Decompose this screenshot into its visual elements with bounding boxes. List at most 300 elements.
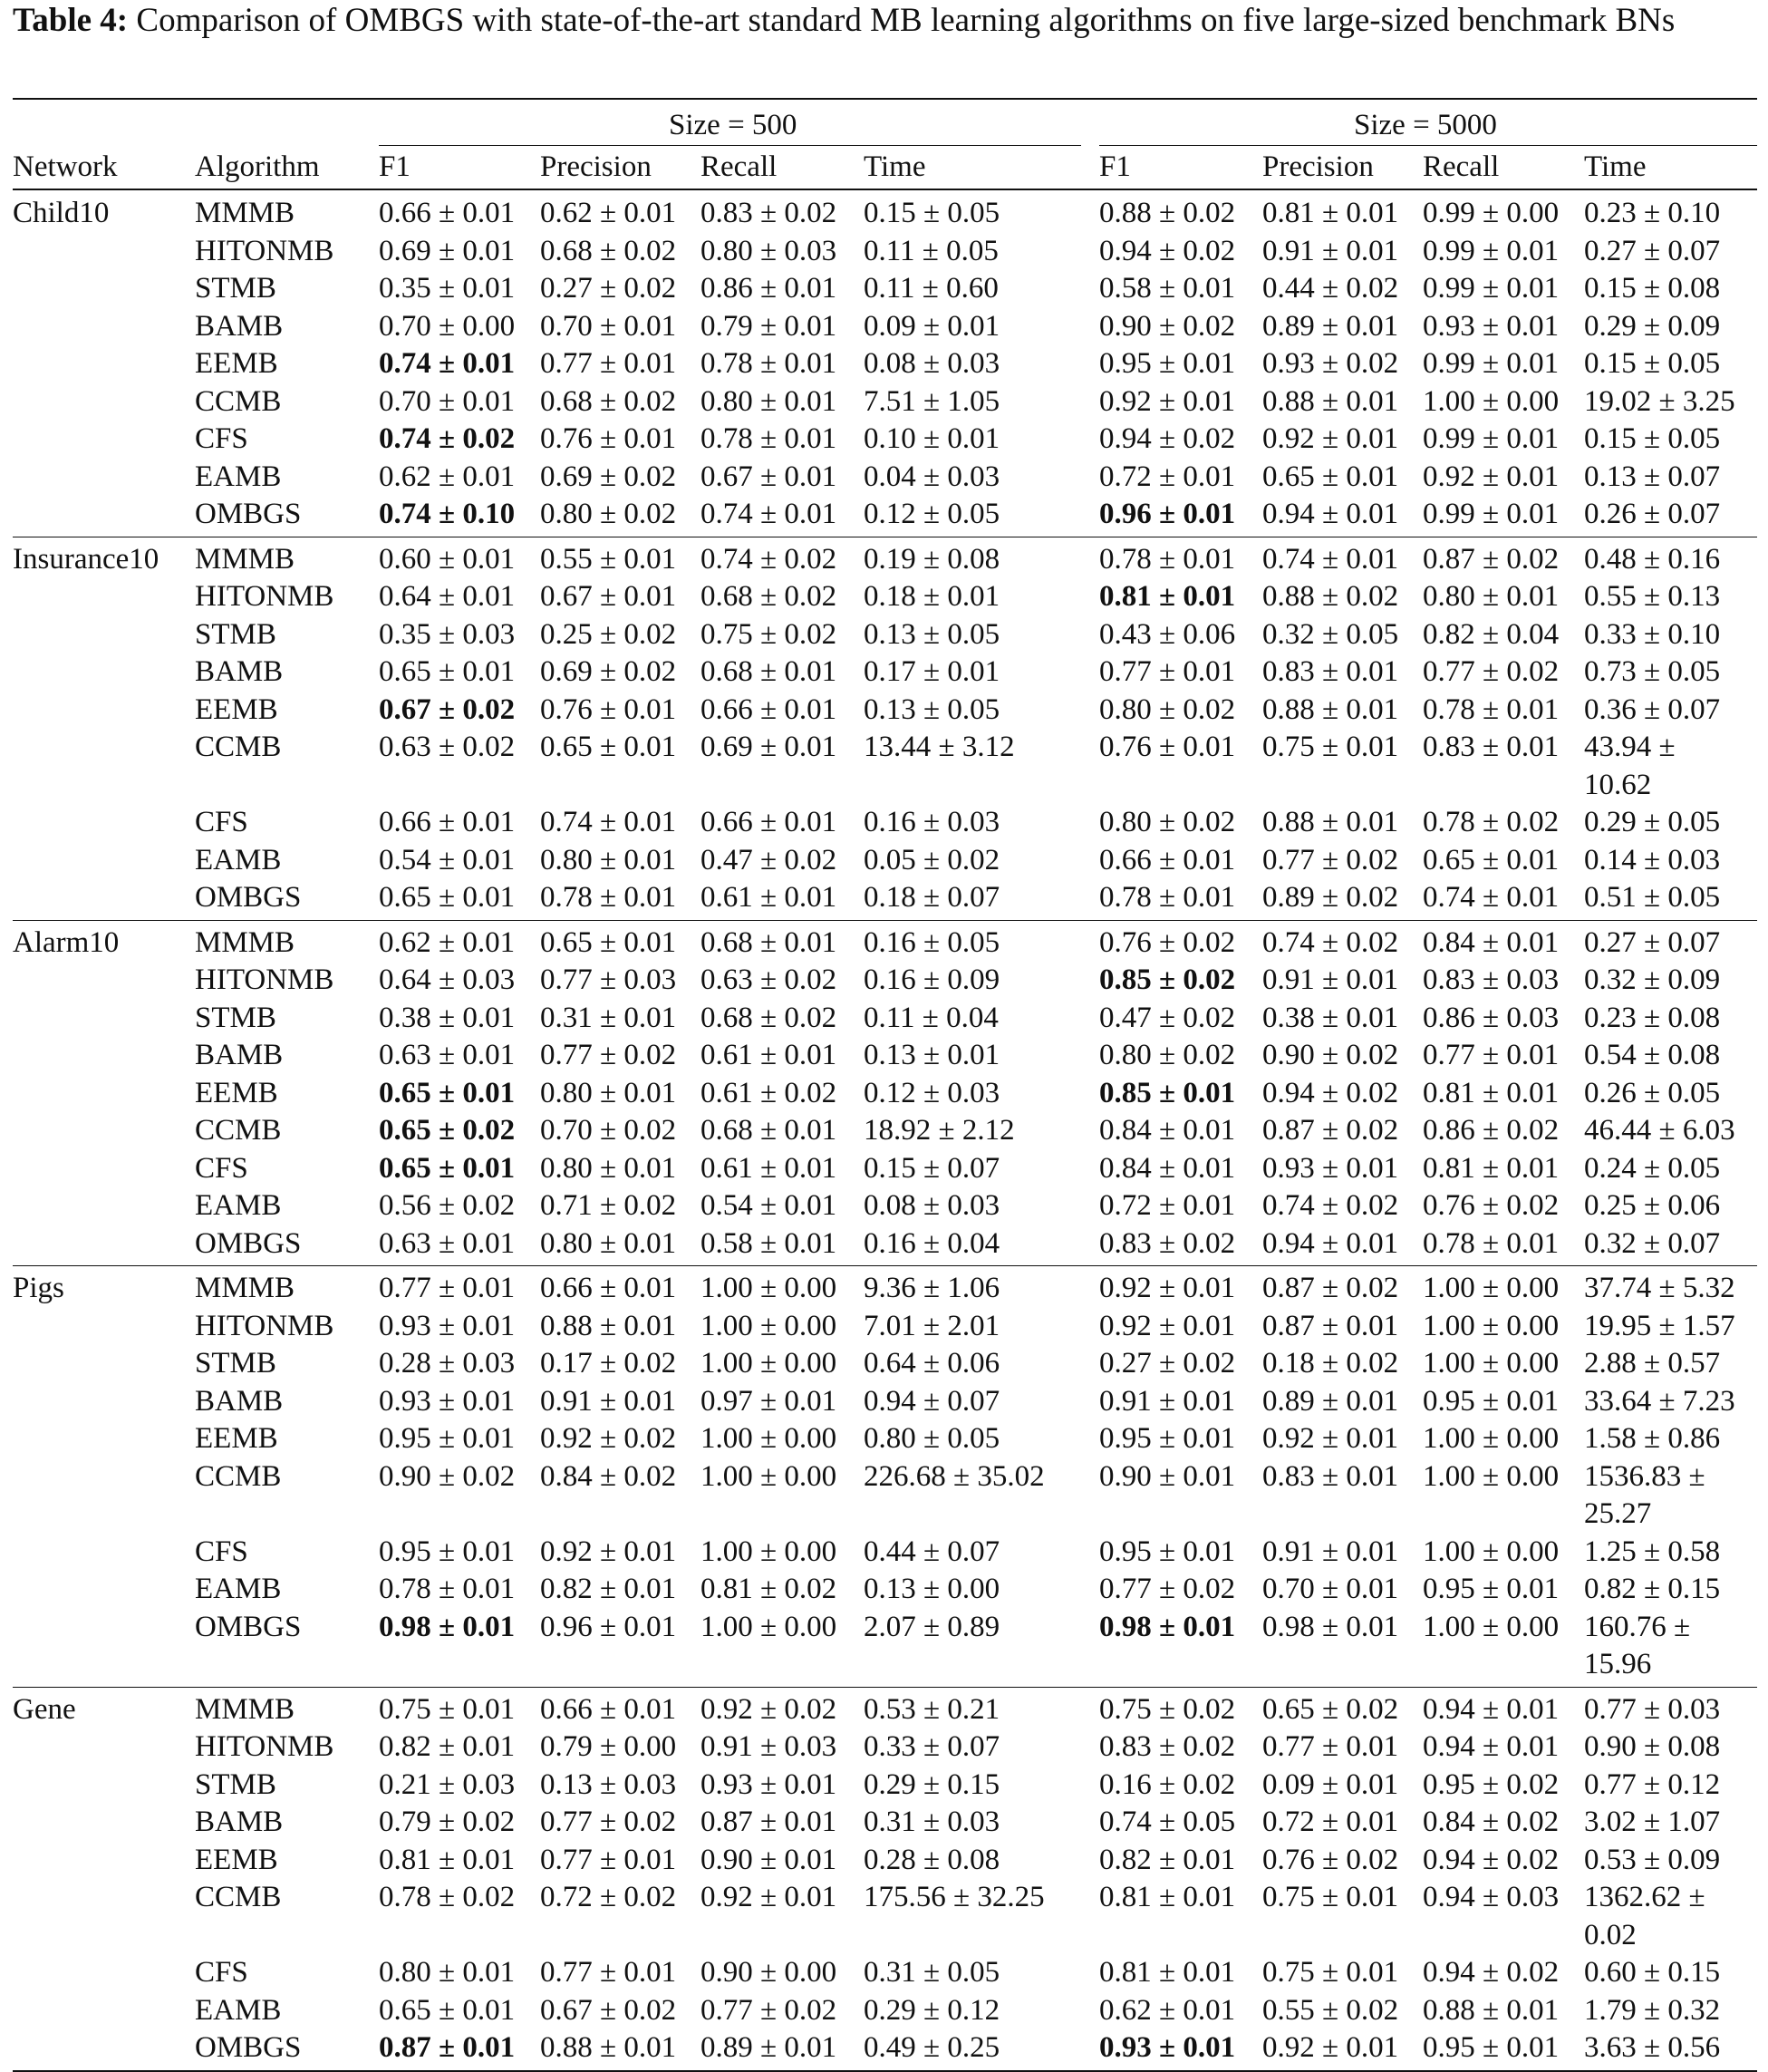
algorithm-name: CCMB — [195, 1459, 282, 1493]
network-header: Network — [13, 150, 118, 183]
table-cell: 0.91 ± 0.01 — [1262, 963, 1399, 996]
table-cell: 0.87 ± 0.01 — [1262, 1309, 1399, 1342]
table-cell: 0.96 ± 0.01 — [540, 1610, 677, 1643]
table-cell: 0.28 ± 0.08 — [864, 1843, 1000, 1876]
table-cell: 0.15 ± 0.07 — [864, 1151, 1000, 1185]
table-cell: 0.69 ± 0.01 — [700, 731, 837, 763]
table-cell: 0.16 ± 0.09 — [864, 963, 1000, 996]
table-cell: 0.75 ± 0.01 — [1262, 1881, 1399, 1913]
table-cell: 0.72 ± 0.02 — [540, 1881, 677, 1913]
table-cell: 1.00 ± 0.00 — [700, 1272, 837, 1304]
group-rule — [13, 1265, 1757, 1266]
table-cell: 0.74 ± 0.02 — [379, 422, 516, 455]
table-cell: 0.81 ± 0.01 — [1423, 1076, 1560, 1109]
table-cell: 0.93 ± 0.01 — [379, 1384, 516, 1418]
table-cell: 0.65 ± 0.02 — [1262, 1692, 1399, 1726]
table-cell: 0.99 ± 0.01 — [1423, 272, 1560, 305]
table-cell: 0.91 ± 0.01 — [540, 1384, 677, 1418]
table-cell: 1.79 ± 0.32 — [1584, 1993, 1721, 2027]
table-cell: 0.83 ± 0.02 — [700, 197, 837, 229]
table-cell: 0.92 ± 0.02 — [540, 1422, 677, 1455]
table-cell: 0.74 ± 0.02 — [1262, 925, 1399, 959]
table-cell: 0.48 ± 0.16 — [1584, 542, 1721, 576]
table-cell: 0.11 ± 0.04 — [864, 1001, 999, 1034]
table-cell: 0.68 ± 0.01 — [700, 1114, 837, 1147]
table-cell: 0.77 ± 0.12 — [1584, 1767, 1721, 1801]
table-cell: 0.84 ± 0.02 — [540, 1459, 677, 1493]
table-cell: 0.72 ± 0.01 — [1262, 1806, 1399, 1838]
table-cell: 175.56 ± 32.25 — [864, 1881, 1045, 1913]
table-cell: 0.53 ± 0.21 — [864, 1692, 1000, 1726]
table-cell: 0.88 ± 0.01 — [540, 2031, 677, 2064]
table-cell-continuation: 25.27 — [1584, 1497, 1652, 1530]
table-cell: 0.75 ± 0.01 — [1262, 1956, 1399, 1989]
table-cell: 0.74 ± 0.01 — [1262, 542, 1399, 576]
table-cell: 0.89 ± 0.02 — [1262, 881, 1399, 914]
table-cell: 0.86 ± 0.02 — [1423, 1114, 1560, 1147]
table-cell: 0.75 ± 0.01 — [379, 1692, 516, 1726]
table-cell: 0.94 ± 0.02 — [1099, 422, 1236, 455]
table-cell: 0.88 ± 0.01 — [540, 1309, 677, 1342]
table-cell: 0.23 ± 0.08 — [1584, 1001, 1721, 1034]
table-cell: 0.65 ± 0.01 — [1423, 843, 1560, 876]
table-cell: 0.85 ± 0.02 — [1099, 963, 1236, 996]
size-500-rule — [379, 145, 1081, 146]
table-cell: 0.70 ± 0.00 — [379, 309, 516, 343]
table-cell: 0.77 ± 0.01 — [540, 347, 677, 380]
table-cell: 0.94 ± 0.03 — [1423, 1881, 1560, 1913]
table-cell: 0.71 ± 0.02 — [540, 1189, 677, 1222]
algorithm-header: Algorithm — [195, 150, 320, 183]
table-cell: 0.74 ± 0.01 — [379, 347, 516, 380]
table-cell: 0.99 ± 0.01 — [1423, 347, 1560, 380]
table-cell: 0.94 ± 0.01 — [1423, 1692, 1560, 1726]
table-cell: 0.16 ± 0.04 — [864, 1226, 1000, 1260]
table-cell: 0.74 ± 0.01 — [700, 498, 837, 530]
table-cell: 0.84 ± 0.01 — [1099, 1151, 1236, 1185]
algorithm-name: OMBGS — [195, 881, 302, 914]
table-cell: 0.36 ± 0.07 — [1584, 692, 1721, 726]
table-cell: 0.33 ± 0.10 — [1584, 617, 1721, 651]
table-cell: 2.07 ± 0.89 — [864, 1610, 1000, 1643]
table-cell: 0.87 ± 0.02 — [1423, 542, 1560, 576]
table-cell: 0.78 ± 0.01 — [700, 422, 837, 455]
table-cell: 0.93 ± 0.02 — [1262, 347, 1399, 380]
table-cell: 0.56 ± 0.02 — [379, 1189, 516, 1222]
table-cell: 0.32 ± 0.05 — [1262, 617, 1399, 651]
table-cell: 0.77 ± 0.02 — [1099, 1573, 1236, 1605]
table-cell: 0.92 ± 0.01 — [540, 1535, 677, 1568]
table-cell: 0.79 ± 0.00 — [540, 1730, 677, 1763]
table-cell: 0.74 ± 0.10 — [379, 498, 516, 530]
table-cell: 0.32 ± 0.09 — [1584, 963, 1721, 996]
table-cell: 0.93 ± 0.01 — [700, 1767, 837, 1801]
table-cell: 0.70 ± 0.01 — [379, 384, 516, 418]
table-cell: 1.00 ± 0.00 — [1423, 1422, 1560, 1455]
algorithm-name: MMMB — [195, 925, 295, 959]
table-cell: 0.94 ± 0.02 — [1099, 234, 1236, 267]
algorithm-name: MMMB — [195, 542, 295, 576]
table-cell: 0.77 ± 0.01 — [1262, 1730, 1399, 1763]
table-cell: 0.91 ± 0.01 — [1262, 1535, 1399, 1568]
table-cell: 0.95 ± 0.01 — [1423, 2031, 1560, 2064]
table-cell: 0.90 ± 0.00 — [700, 1956, 837, 1989]
table-cell: 0.68 ± 0.02 — [540, 234, 677, 267]
table-cell: 0.38 ± 0.01 — [379, 1001, 516, 1034]
table-cell: 1.00 ± 0.00 — [1423, 384, 1560, 418]
table-cell: 0.68 ± 0.02 — [700, 1001, 837, 1034]
table-cell: 0.89 ± 0.01 — [700, 2031, 837, 2064]
table-cell: 1.00 ± 0.00 — [700, 1422, 837, 1455]
table-cell: 0.21 ± 0.03 — [379, 1767, 516, 1801]
table-cell: 0.31 ± 0.05 — [864, 1956, 1000, 1989]
table-cell: 0.80 ± 0.03 — [700, 234, 837, 267]
table-cell: 0.85 ± 0.01 — [1099, 1076, 1236, 1109]
table-cell: 0.61 ± 0.01 — [700, 881, 837, 914]
metric-header-5000-time: Time — [1584, 150, 1647, 183]
table-cell: 0.35 ± 0.03 — [379, 617, 516, 651]
table-cell: 0.33 ± 0.07 — [864, 1730, 1000, 1763]
table-cell: 0.66 ± 0.01 — [379, 806, 516, 838]
table-cell: 0.67 ± 0.02 — [540, 1993, 677, 2027]
table-cell: 0.29 ± 0.15 — [864, 1767, 1000, 1801]
table-cell: 0.80 ± 0.01 — [379, 1956, 516, 1989]
table-cell: 0.79 ± 0.02 — [379, 1806, 516, 1838]
table-cell: 0.69 ± 0.02 — [540, 655, 677, 688]
table-cell: 0.88 ± 0.01 — [1423, 1993, 1560, 2027]
table-cell: 0.16 ± 0.02 — [1099, 1767, 1236, 1801]
table-cell: 0.95 ± 0.02 — [1423, 1767, 1560, 1801]
table-cell: 0.73 ± 0.05 — [1584, 655, 1721, 688]
caption-label: Table 4: — [13, 2, 129, 39]
table-cell: 0.16 ± 0.05 — [864, 925, 1000, 959]
algorithm-name: EEMB — [195, 1843, 278, 1876]
algorithm-name: EAMB — [195, 460, 282, 493]
table-cell: 0.82 ± 0.15 — [1584, 1573, 1721, 1605]
table-cell: 0.23 ± 0.10 — [1584, 197, 1721, 229]
table-cell: 0.15 ± 0.08 — [1584, 272, 1721, 305]
table-cell: 0.76 ± 0.02 — [1099, 925, 1236, 959]
table-cell: 0.81 ± 0.02 — [700, 1573, 837, 1605]
table-cell: 0.09 ± 0.01 — [864, 309, 1000, 343]
size-5000-header: Size = 5000 — [1354, 109, 1497, 141]
table-cell: 0.65 ± 0.01 — [1262, 460, 1399, 493]
table-cell: 3.63 ± 0.56 — [1584, 2031, 1721, 2064]
algorithm-name: EAMB — [195, 1189, 282, 1222]
table-cell: 0.25 ± 0.06 — [1584, 1189, 1721, 1222]
table-cell: 0.90 ± 0.01 — [700, 1843, 837, 1876]
algorithm-name: CFS — [195, 1535, 248, 1568]
table-cell: 0.80 ± 0.01 — [700, 384, 837, 418]
table-cell: 0.93 ± 0.01 — [1099, 2031, 1236, 2064]
table-cell: 0.83 ± 0.01 — [1262, 655, 1399, 688]
table-cell: 0.95 ± 0.01 — [1423, 1384, 1560, 1418]
table-cell: 0.78 ± 0.02 — [379, 1881, 516, 1913]
table-cell: 0.65 ± 0.01 — [379, 655, 516, 688]
table-cell: 0.81 ± 0.01 — [1262, 197, 1399, 229]
table-cell: 0.62 ± 0.01 — [1099, 1993, 1236, 2027]
algorithm-name: OMBGS — [195, 498, 302, 530]
table-cell: 0.83 ± 0.03 — [1423, 963, 1560, 996]
table-cell: 0.75 ± 0.01 — [1262, 731, 1399, 763]
table-cell: 0.92 ± 0.02 — [700, 1692, 837, 1726]
table-cell: 0.77 ± 0.03 — [1584, 1692, 1721, 1726]
table-cell: 1.00 ± 0.00 — [1423, 1347, 1560, 1380]
table-cell: 0.68 ± 0.01 — [700, 925, 837, 959]
table-cell: 0.65 ± 0.01 — [379, 1151, 516, 1185]
table-cell: 0.67 ± 0.02 — [379, 692, 516, 726]
table-cell: 18.92 ± 2.12 — [864, 1114, 1015, 1147]
table-cell: 0.62 ± 0.01 — [379, 925, 516, 959]
algorithm-name: BAMB — [195, 655, 284, 688]
table-cell: 0.13 ± 0.05 — [864, 692, 1000, 726]
table-cell: 0.93 ± 0.01 — [379, 1309, 516, 1342]
table-cell: 1.00 ± 0.00 — [1423, 1272, 1560, 1304]
table-cell: 19.02 ± 3.25 — [1584, 384, 1735, 418]
algorithm-name: CCMB — [195, 731, 282, 763]
table-cell: 0.13 ± 0.03 — [540, 1767, 677, 1801]
metric-header-5000-f1: F1 — [1099, 150, 1131, 183]
table-cell: 0.86 ± 0.01 — [700, 272, 837, 305]
algorithm-name: CFS — [195, 422, 248, 455]
table-cell: 2.88 ± 0.57 — [1584, 1347, 1721, 1380]
algorithm-name: OMBGS — [195, 1226, 302, 1260]
table-cell: 1.00 ± 0.00 — [1423, 1535, 1560, 1568]
table-cell: 0.54 ± 0.08 — [1584, 1039, 1721, 1071]
table-cell: 0.94 ± 0.02 — [1423, 1843, 1560, 1876]
table-cell: 0.78 ± 0.01 — [540, 881, 677, 914]
table-cell: 0.63 ± 0.02 — [379, 731, 516, 763]
table-cell: 0.87 ± 0.01 — [700, 1806, 837, 1838]
table-cell: 0.84 ± 0.01 — [1423, 925, 1560, 959]
table-cell: 0.15 ± 0.05 — [1584, 347, 1721, 380]
table-cell: 0.94 ± 0.01 — [1262, 498, 1399, 530]
table-cell: 0.87 ± 0.02 — [1262, 1272, 1399, 1304]
algorithm-name: MMMB — [195, 1272, 295, 1304]
table-cell: 0.93 ± 0.01 — [1262, 1151, 1399, 1185]
table-cell: 0.93 ± 0.01 — [1423, 309, 1560, 343]
algorithm-name: CCMB — [195, 384, 282, 418]
table-cell: 0.47 ± 0.02 — [1099, 1001, 1236, 1034]
top-rule — [13, 98, 1757, 100]
table-cell: 0.99 ± 0.01 — [1423, 498, 1560, 530]
table-cell: 0.11 ± 0.05 — [864, 234, 999, 267]
table-cell: 0.67 ± 0.01 — [700, 460, 837, 493]
algorithm-name: OMBGS — [195, 2031, 302, 2064]
table-cell: 0.90 ± 0.02 — [1262, 1039, 1399, 1071]
table-cell: 0.82 ± 0.01 — [540, 1573, 677, 1605]
algorithm-name: CCMB — [195, 1114, 282, 1147]
table-cell: 0.67 ± 0.01 — [540, 580, 677, 613]
table-cell: 0.95 ± 0.01 — [379, 1535, 516, 1568]
table-cell: 0.12 ± 0.03 — [864, 1076, 1000, 1109]
table-cell: 0.66 ± 0.01 — [700, 806, 837, 838]
table-cell: 0.80 ± 0.02 — [1099, 806, 1236, 838]
table-cell: 0.19 ± 0.08 — [864, 542, 1000, 576]
table-cell: 0.82 ± 0.04 — [1423, 617, 1560, 651]
table-cell: 0.74 ± 0.02 — [1262, 1189, 1399, 1222]
table-cell: 0.95 ± 0.01 — [1099, 1422, 1236, 1455]
algorithm-name: CCMB — [195, 1881, 282, 1913]
table-cell-continuation: 10.62 — [1584, 768, 1652, 801]
table-cell: 0.81 ± 0.01 — [1099, 580, 1236, 613]
table-cell: 0.58 ± 0.01 — [700, 1226, 837, 1260]
table-cell: 0.26 ± 0.05 — [1584, 1076, 1721, 1109]
table-cell: 0.78 ± 0.02 — [1423, 806, 1560, 838]
table-cell: 0.61 ± 0.01 — [700, 1039, 837, 1071]
table-cell: 0.62 ± 0.01 — [379, 460, 516, 493]
table-cell: 0.60 ± 0.01 — [379, 542, 516, 576]
table-cell: 0.87 ± 0.01 — [379, 2031, 516, 2064]
algorithm-name: EAMB — [195, 1993, 282, 2027]
table-cell: 0.90 ± 0.02 — [1099, 309, 1236, 343]
table-cell: 0.64 ± 0.03 — [379, 963, 516, 996]
table-cell: 0.83 ± 0.02 — [1099, 1730, 1236, 1763]
table-cell: 0.98 ± 0.01 — [379, 1610, 516, 1643]
table-cell: 0.24 ± 0.05 — [1584, 1151, 1721, 1185]
table-cell: 0.87 ± 0.02 — [1262, 1114, 1399, 1147]
table-cell: 0.28 ± 0.03 — [379, 1347, 516, 1380]
table-cell: 0.81 ± 0.01 — [1423, 1151, 1560, 1185]
table-cell: 0.78 ± 0.01 — [379, 1573, 516, 1605]
table-cell: 0.51 ± 0.05 — [1584, 881, 1721, 914]
table-cell: 0.92 ± 0.01 — [1099, 384, 1236, 418]
table-cell: 0.77 ± 0.03 — [540, 963, 677, 996]
table-cell: 0.15 ± 0.05 — [1584, 422, 1721, 455]
metric-header-500-time: Time — [864, 150, 926, 183]
table-cell: 0.77 ± 0.02 — [540, 1806, 677, 1838]
table-cell: 0.13 ± 0.07 — [1584, 460, 1721, 493]
table-cell: 0.88 ± 0.01 — [1262, 384, 1399, 418]
table-cell: 0.78 ± 0.01 — [1099, 881, 1236, 914]
table-cell: 1536.83 ± — [1584, 1459, 1705, 1493]
algorithm-name: BAMB — [195, 309, 284, 343]
table-cell: 0.74 ± 0.01 — [1423, 881, 1560, 914]
table-cell: 0.44 ± 0.02 — [1262, 272, 1399, 305]
table-cell: 0.82 ± 0.01 — [379, 1730, 516, 1763]
table-cell: 7.01 ± 2.01 — [864, 1309, 1000, 1342]
table-cell: 0.13 ± 0.00 — [864, 1573, 1000, 1605]
table-cell: 0.74 ± 0.02 — [700, 542, 837, 576]
table-cell: 0.27 ± 0.07 — [1584, 234, 1721, 267]
table-cell: 33.64 ± 7.23 — [1584, 1384, 1735, 1418]
table-cell: 0.83 ± 0.01 — [1262, 1459, 1399, 1493]
table-cell: 0.88 ± 0.01 — [1262, 692, 1399, 726]
table-cell: 0.91 ± 0.01 — [1262, 234, 1399, 267]
algorithm-name: STMB — [195, 272, 276, 305]
table-cell: 0.95 ± 0.01 — [1099, 347, 1236, 380]
table-cell: 0.32 ± 0.07 — [1584, 1226, 1721, 1260]
table-cell: 0.80 ± 0.02 — [1099, 1039, 1236, 1071]
table-cell: 0.65 ± 0.01 — [540, 925, 677, 959]
table-cell: 1.00 ± 0.00 — [700, 1535, 837, 1568]
table-cell: 0.92 ± 0.01 — [1099, 1272, 1236, 1304]
table-cell: 0.72 ± 0.01 — [1099, 460, 1236, 493]
table-cell: 0.80 ± 0.01 — [540, 1076, 677, 1109]
table-cell: 0.60 ± 0.15 — [1584, 1956, 1721, 1989]
algorithm-name: BAMB — [195, 1806, 284, 1838]
network-name: Child10 — [13, 197, 110, 229]
table-cell: 0.94 ± 0.01 — [1262, 1226, 1399, 1260]
table-cell: 0.61 ± 0.01 — [700, 1151, 837, 1185]
table-cell: 0.89 ± 0.01 — [1262, 1384, 1399, 1418]
table-cell: 0.26 ± 0.07 — [1584, 498, 1721, 530]
table-cell: 160.76 ± — [1584, 1610, 1691, 1643]
table-cell: 0.92 ± 0.01 — [1262, 422, 1399, 455]
table-cell: 1.58 ± 0.86 — [1584, 1422, 1721, 1455]
table-cell: 0.31 ± 0.01 — [540, 1001, 677, 1034]
table-cell: 0.69 ± 0.02 — [540, 460, 677, 493]
table-cell: 0.76 ± 0.01 — [540, 692, 677, 726]
table-cell: 1.00 ± 0.00 — [1423, 1459, 1560, 1493]
table-cell: 37.74 ± 5.32 — [1584, 1272, 1735, 1304]
algorithm-name: CFS — [195, 1956, 248, 1989]
table-cell: 7.51 ± 1.05 — [864, 384, 1000, 418]
table-cell: 0.18 ± 0.01 — [864, 580, 1000, 613]
table-cell: 0.94 ± 0.01 — [1423, 1730, 1560, 1763]
table-cell: 0.92 ± 0.01 — [700, 1881, 837, 1913]
table-cell: 0.77 ± 0.01 — [540, 1843, 677, 1876]
table-cell: 0.86 ± 0.03 — [1423, 1001, 1560, 1034]
table-cell: 0.99 ± 0.01 — [1423, 234, 1560, 267]
table-cell: 226.68 ± 35.02 — [864, 1459, 1045, 1493]
algorithm-name: BAMB — [195, 1039, 284, 1071]
table-cell: 1.00 ± 0.00 — [1423, 1309, 1560, 1342]
table-cell: 0.55 ± 0.02 — [1262, 1993, 1399, 2027]
metric-header-500-precision: Precision — [540, 150, 652, 183]
table-cell: 0.53 ± 0.09 — [1584, 1843, 1721, 1876]
table-cell: 0.77 ± 0.01 — [1099, 655, 1236, 688]
table-cell: 0.64 ± 0.06 — [864, 1347, 1000, 1380]
table-cell: 0.68 ± 0.02 — [540, 384, 677, 418]
algorithm-name: STMB — [195, 1001, 276, 1034]
table-cell: 0.80 ± 0.01 — [540, 1151, 677, 1185]
table-cell: 0.77 ± 0.01 — [1423, 1039, 1560, 1071]
table-cell: 0.76 ± 0.01 — [1099, 731, 1236, 763]
algorithm-name: STMB — [195, 1347, 276, 1380]
table-cell: 0.43 ± 0.06 — [1099, 617, 1236, 651]
algorithm-name: MMMB — [195, 1692, 295, 1726]
table-cell: 0.66 ± 0.01 — [1099, 843, 1236, 876]
table-cell: 0.94 ± 0.07 — [864, 1384, 1000, 1418]
group-rule — [13, 920, 1757, 921]
table-caption — [13, 0, 1762, 41]
table-cell: 0.78 ± 0.01 — [1423, 1226, 1560, 1260]
table-cell: 0.66 ± 0.01 — [379, 197, 516, 229]
table-cell: 0.47 ± 0.02 — [700, 843, 837, 876]
algorithm-name: EEMB — [195, 1422, 278, 1455]
table-cell: 0.94 ± 0.02 — [1423, 1956, 1560, 1989]
table-cell: 0.75 ± 0.02 — [1099, 1692, 1236, 1726]
table-cell: 0.76 ± 0.02 — [1423, 1189, 1560, 1222]
table-cell: 0.80 ± 0.01 — [1423, 580, 1560, 613]
algorithm-name: HITONMB — [195, 580, 334, 613]
table-cell: 0.98 ± 0.01 — [1099, 1610, 1236, 1643]
algorithm-name: EAMB — [195, 1573, 282, 1605]
algorithm-name: CFS — [195, 1151, 248, 1185]
table-cell: 0.18 ± 0.02 — [1262, 1347, 1399, 1380]
table-cell: 0.63 ± 0.01 — [379, 1226, 516, 1260]
table-cell: 0.27 ± 0.02 — [540, 272, 677, 305]
table-cell: 0.08 ± 0.03 — [864, 347, 1000, 380]
network-name: Gene — [13, 1692, 76, 1726]
algorithm-name: HITONMB — [195, 1730, 334, 1763]
table-cell: 0.70 ± 0.01 — [1262, 1573, 1399, 1605]
table-cell: 0.92 ± 0.01 — [1262, 1422, 1399, 1455]
table-cell: 0.83 ± 0.02 — [1099, 1226, 1236, 1260]
table-cell: 0.80 ± 0.05 — [864, 1422, 1000, 1455]
table-cell: 0.77 ± 0.01 — [379, 1272, 516, 1304]
